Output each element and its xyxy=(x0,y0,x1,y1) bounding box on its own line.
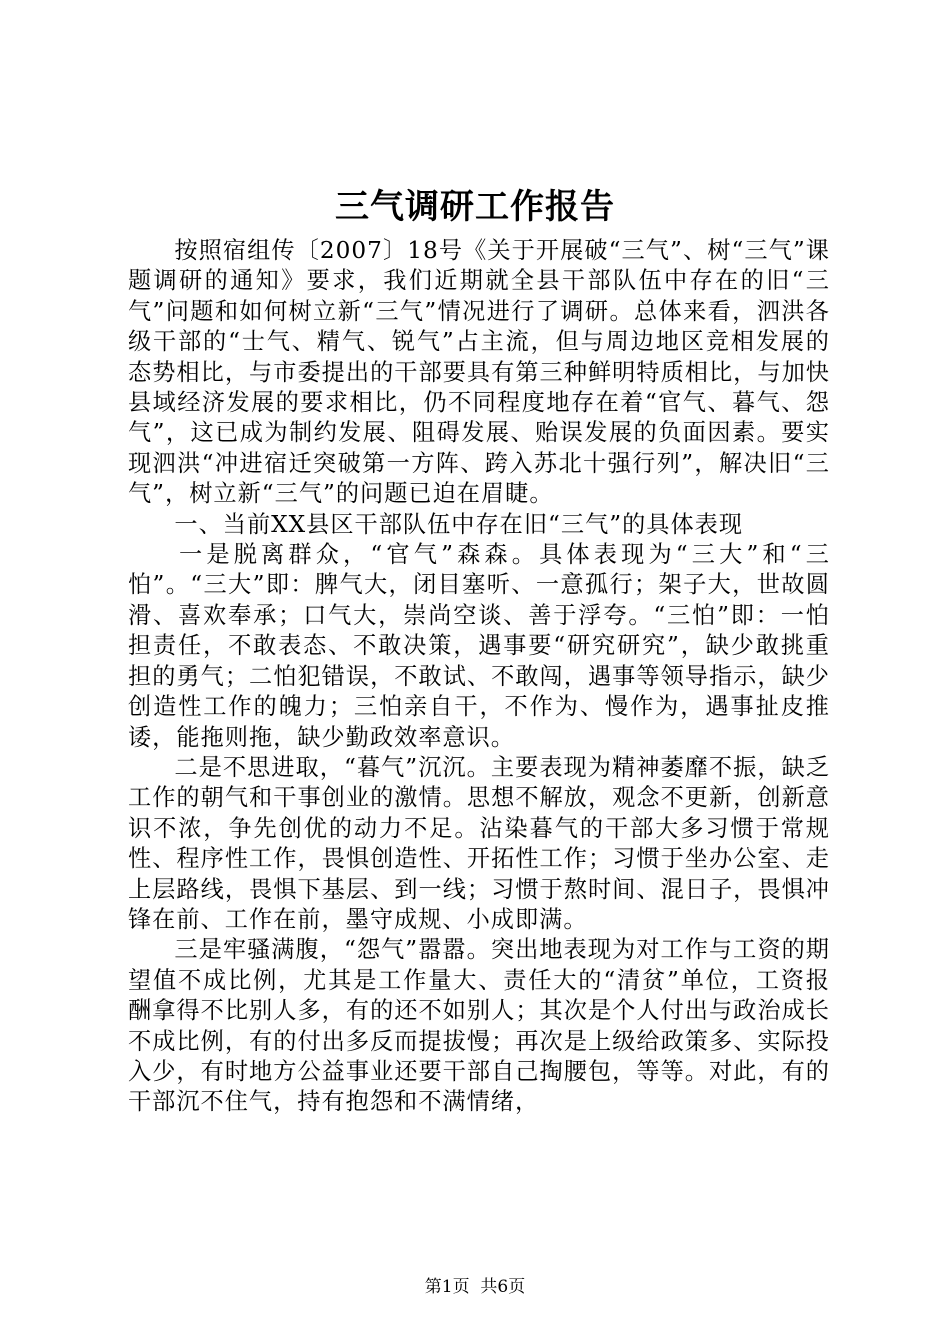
body-paragraph: 一是脱离群众，“官气”森森。具体表现为“三大”和“三怕”。“三大”即：脾气大，闭目塞听、一意孤行；架子大，世故圆滑、喜欢奉承；口气大，崇尚空谈、善于浮夸。“三怕”即：一怕担责任，不敢表态、不敢决策，遇事要“研究研究”，缺少敢挑重担的勇气；二怕犯错误，不敢试、不敢闯，遇事等领导指示，缺少创造性工作的魄力；三怕亲自干，不作为、慢作为，遇事扯皮推诿，能拖则拖，缺少勤政效率意识。 xyxy=(128,541,830,751)
document-title: 三气调研工作报告 xyxy=(335,187,615,227)
page-footer xyxy=(0,1275,950,1299)
body-paragraph: 三是牢骚满腹，“怨气”嚣嚣。突出地表现为对工作与工资的期望值不成比例，尤其是工作量大、责任大的“清贫”单位，工资报酬拿得不比别人多，有的还不如别人；其次是个人付出与政治成长不成比例，有的付出多反而提拔慢；再次是上级给政策多、实际投入少，有时地方公益事业还要干部自己掏腰包，等等。对此，有的干部沉不住气，持有抱怨和不满情绪， xyxy=(128,936,830,1116)
body-paragraph: 二是不思进取，“暮气”沉沉。主要表现为精神萎靡不振，缺乏工作的朝气和干事创业的激情。思想不解放，观念不更新，创新意识不浓，争先创优的动力不足。沾染暮气的干部大多习惯于常规性、程序性工作，畏惧创造性、开拓性工作；习惯于坐办公室、走上层路线，畏惧下基层、到一线；习惯于熬时间、混日子，畏惧冲锋在前、工作在前，墨守成规、小成即满。 xyxy=(128,753,830,933)
document-body xyxy=(128,236,830,1118)
page-number-label: 第1页 共6页 xyxy=(424,1277,526,1297)
intro-paragraph: 按照宿组传〔2007〕18号《关于开展破“三气”、树“三气”课题调研的通知》要求，我们近期就全县干部队伍中存在的旧“三气”问题和如何树立新“三气”情况进行了调研。总体来看，泗洪各级干部的“士气、精气、锐气”占主流，但与周边地区竞相发展的态势相比，与市委提出的干部要具有第三种鲜明特质相比，与加快县域经济发展的要求相比，仍不同程度地存在着“官气、暮气、怨气”，这已成为制约发展、阻碍发展、贻误发展的负面因素。要实现泗洪“冲进宿迁突破第一方阵、跨入苏北十强行列”，解决旧“三气”，树立新“三气”的问题已迫在眉睫。 xyxy=(128,237,830,508)
section-heading: 一、当前XX县区干部队伍中存在旧“三气”的具体表现 xyxy=(174,510,744,538)
